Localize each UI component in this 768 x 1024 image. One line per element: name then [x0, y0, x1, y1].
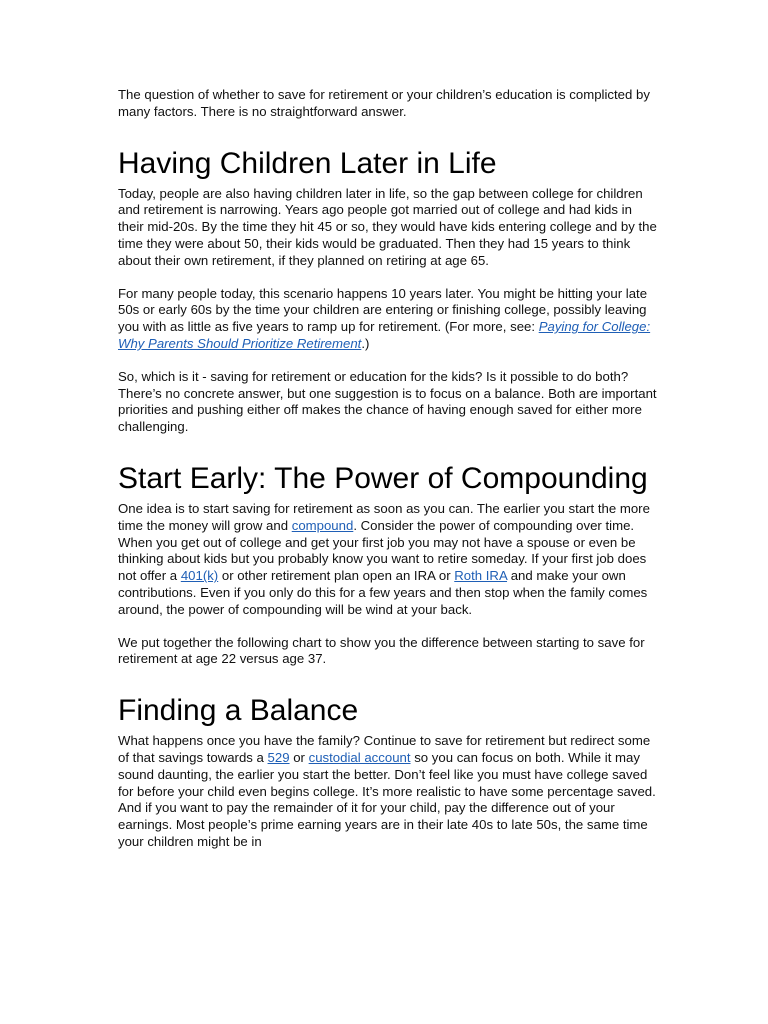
section2-p1-text-d: and make your own contributions. Even if you only do this for a few years and then stop when the family comes around, the power of compounding will be wind at your back. [118, 568, 648, 617]
section-heading-finding-balance: Finding a Balance [118, 694, 359, 728]
section2-p1-text-c: or other retirement plan open an IRA or [218, 568, 455, 584]
section-heading-start-early: Start Early: The Power of Compounding [118, 461, 648, 495]
section2-paragraph-2: We put together the following chart to show you the difference between starting to save for retirement at age 22 versus age 37. [118, 634, 645, 667]
section1-paragraph-3: So, which is it - saving for retirement or education for the kids? Is it possible to do both? There’s no concrete answer, but one suggestion is to focus on a balance. Both are important priorities and pushing either off makes the chance of having enough saved for either more challenging. [118, 368, 657, 435]
section2-paragraph-1 [118, 501, 658, 619]
link-529[interactable]: 529 [267, 749, 290, 765]
section2-p1-text-b: . Consider the power of compounding over time. When you get out of college and get your first job you may not have a spouse or even be thinking about kids but you probably know you want to retire someday. If your first job does not offer a [118, 517, 647, 584]
section1-p2-text-before: For many people today, this scenario happens 10 years later. You might be hitting your late 50s or early 60s by the time your children are entering or finishing college, possibly leaving you with as little as five years to ramp up for retirement. (For more, see: [118, 285, 648, 335]
section1-paragraph-2 [118, 286, 658, 353]
link-paying-for-college[interactable]: Paying for College: Why Parents Should Prioritize Retirement [118, 319, 651, 351]
section3-p1-text-b: or [289, 749, 309, 765]
document-page [118, 87, 658, 867]
link-custodial-account[interactable]: custodial account [308, 749, 411, 765]
section3-p1-text-c: so you can focus on both. While it may sound daunting, the earlier you start the better. Don’t feel like you must have college saved for before your child even begins college. It’s more realistic to have some percentage saved. And if you want to pay the remainder of it for your child, pay the difference out of your earnings. Most people’s prime earning years are in their late 40s to late 50s, the same time your children might be in [118, 749, 656, 849]
section2-p1-text-a: One idea is to start saving for retirement as soon as you can. The earlier you start the more time the money will grow and [118, 500, 650, 533]
section3-p1-text-a: What happens once you have the family? Continue to save for retirement but redirect some of that savings towards a [118, 733, 651, 765]
intro-paragraph: The question of whether to save for retirement or your children’s education is complicted by many factors. There is no straightforward answer. [118, 87, 650, 119]
section-start-early [118, 460, 658, 668]
section1-paragraph-1: Today, people are also having children later in life, so the gap between college for children and retirement is narrowing. Years ago people got married out of college and had kids in their mid-20s. By the time they hit 45 or so, they would have kids entering college and by the time they were about 50, their kids would be graduated. Then they had 15 years to think about their own retirement, if they planned on retiring at age 65. [118, 185, 657, 268]
section-finding-balance [118, 692, 658, 851]
section-heading-having-children: Having Children Later in Life [118, 146, 497, 180]
section3-paragraph-1 [118, 733, 658, 851]
link-401k[interactable]: 401(k) [180, 568, 219, 584]
link-compound[interactable]: compound [291, 517, 354, 533]
section-having-children-later [118, 145, 658, 436]
link-roth-ira[interactable]: Roth IRA [454, 568, 508, 584]
section1-p2-text-after: .) [361, 335, 370, 351]
